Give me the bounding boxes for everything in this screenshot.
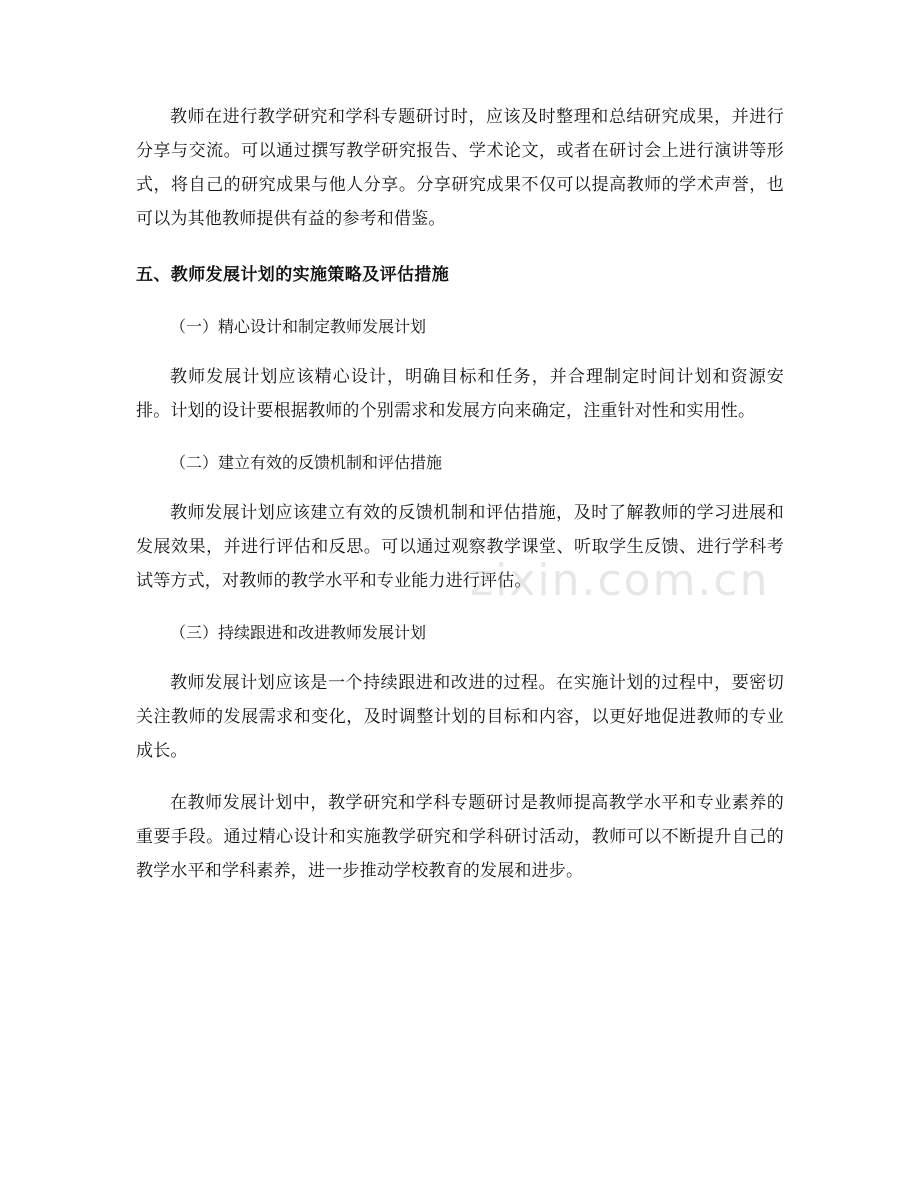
intro-paragraph: 教师在进行教学研究和学科专题研讨时，应该及时整理和总结研究成果，并进行分享与交流。可以通过撰写教学研究报告、学术论文，或者在研讨会上进行演讲等形式，将自己的研究成果与他人分享。分享研究成果不仅可以提高教师的学术声誉，也可以为其他教师提供有益的参考和借鉴。 xyxy=(136,107,784,229)
subsection-heading: （一）精心设计和制定教师发展计划 xyxy=(170,317,427,336)
subsection-paragraph: 教师发展计划应该精心设计，明确目标和任务，并合理制定时间计划和资源安排。计划的设计要根据教师的个别需求和发展方向来确定，注重针对性和实用性。 xyxy=(136,367,784,421)
subsection-2 xyxy=(136,446,784,598)
subsection-paragraph: 教师发展计划应该是一个持续跟进和改进的过程。在实施计划的过程中，要密切关注教师的发展需求和变化，及时调整计划的目标和内容，以更好地促进教师的专业成长。 xyxy=(136,673,784,761)
document-body xyxy=(136,100,784,888)
subsection-1 xyxy=(136,310,784,428)
closing-paragraph: 在教师发展计划中，教学研究和学科专题研讨是教师提高教学水平和专业素养的重要手段。通过精心设计和实施教学研究和学科研讨活动，教师可以不断提升自己的教学水平和学科素养，进一步推动学校教育的发展和进步。 xyxy=(136,793,784,881)
subsection-3 xyxy=(136,616,784,768)
watermark: zixin.com.cn xyxy=(470,555,770,606)
subsection-heading: （三）持续跟进和改进教师发展计划 xyxy=(170,623,427,642)
subsection-paragraph: 教师发展计划应该建立有效的反馈机制和评估措施，及时了解教师的学习进展和发展效果，并进行评估和反思。可以通过观察教学课堂、听取学生反馈、进行学科考试等方式，对教师的教学水平和专业能力进行评估。 xyxy=(136,503,784,591)
section-heading: 五、教师发展计划的实施策略及评估措施 xyxy=(136,265,450,285)
subsection-heading: （二）建立有效的反馈机制和评估措施 xyxy=(170,453,443,472)
